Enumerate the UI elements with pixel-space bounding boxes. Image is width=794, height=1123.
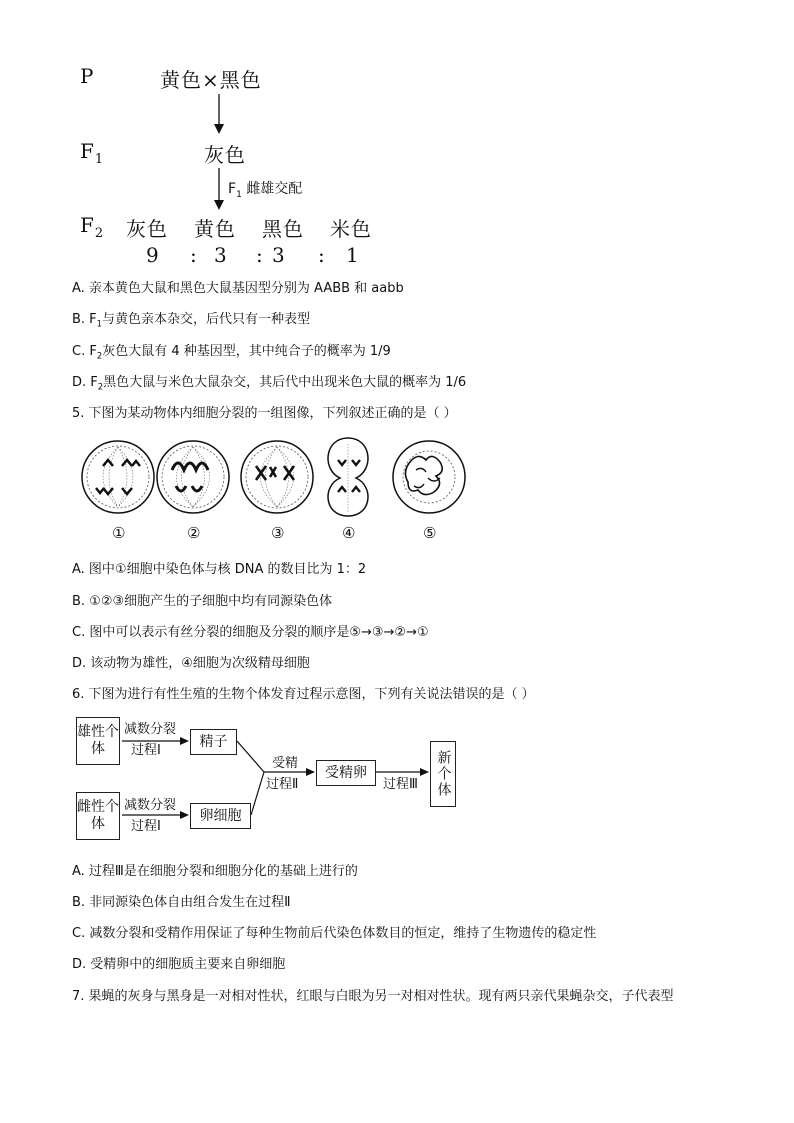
q6-stem: 6. 下图为进行有性生殖的生物个体发育过程示意图，下列有关说法错误的是（ ） — [72, 687, 535, 702]
egg-box: 卵细胞 — [190, 803, 251, 829]
cell-label-1: ① — [112, 524, 126, 542]
q5-option-a: A. 图中①细胞中染色体与核 DNA 的数目比为 1：2 — [72, 562, 367, 577]
ratio-separator: : — [190, 243, 198, 267]
process-1-label-top: 过程Ⅰ — [131, 743, 161, 758]
cell-label-3: ③ — [271, 524, 285, 542]
ratio-value: 1 — [346, 243, 360, 267]
cell-label-2: ② — [187, 524, 201, 542]
meiosis-label-bottom: 减数分裂 — [124, 798, 177, 813]
q4-option-b: B. $F_1$与黄色亲本杂交，后代只有一种表型 — [72, 312, 311, 329]
f2-phenotype: 黑色 — [262, 217, 304, 241]
q5-option-b: B. ①②③细胞产生的子细胞中均有同源染色体 — [72, 594, 333, 609]
q5-stem: 5. 下图为某动物体内细胞分裂的一组图像，下列叙述正确的是（ ） — [72, 406, 457, 421]
parent-cross: 黄色×黑色 — [160, 68, 262, 92]
f1-phenotype: 灰色 — [204, 143, 246, 167]
f1-mating-label: $F_1$ 雌雄交配 — [228, 181, 303, 200]
process-2-label: 过程Ⅱ — [266, 777, 299, 792]
q6-option-a: A. 过程Ⅲ是在细胞分裂和细胞分化的基础上进行的 — [72, 864, 358, 879]
ratio-value: 3 — [272, 243, 286, 267]
process-3-label: 过程Ⅲ — [383, 777, 418, 792]
f2-phenotype: 米色 — [330, 217, 372, 241]
f2-phenotype: 灰色 — [126, 217, 168, 241]
q6-option-c: C. 减数分裂和受精作用保证了每种生物前后代染色体数目的恒定，维持了生物遗传的稳定性 — [72, 926, 597, 941]
p-generation-label: P — [80, 64, 95, 88]
q5-option-d: D. 该动物为雄性，④细胞为次级精母细胞 — [72, 656, 310, 671]
ratio-value: 9 — [146, 243, 160, 267]
ratio-separator: : — [256, 243, 264, 267]
q6-option-b: B. 非同源染色体自由组合发生在过程Ⅱ — [72, 895, 291, 910]
q4-option-d: D. $F_2$黑色大鼠与米色大鼠杂交，其后代中出现米色大鼠的概率为 1/6 — [72, 375, 467, 392]
q7-stem: 7. 果蝇的灰身与黑身是一对相对性状，红眼与白眼为另一对相对性状。现有两只亲代果蝇杂交，子代表型 — [72, 989, 674, 1004]
q4-option-c: C. $F_2$灰色大鼠有 4 种基因型，其中纯合子的概率为 1/9 — [72, 344, 391, 361]
zygote-box: 受精卵 — [316, 760, 376, 786]
f2-phenotype: 黄色 — [194, 217, 236, 241]
cell-label-5: ⑤ — [423, 524, 437, 542]
q4-option-a: A. 亲本黄色大鼠和黑色大鼠基因型分别为 AABB 和 aabb — [72, 281, 404, 296]
cell-label-4: ④ — [342, 524, 356, 542]
meiosis-label-top: 减数分裂 — [124, 722, 177, 737]
female-individual-box: 雌性个体 — [76, 792, 120, 840]
q6-option-d: D. 受精卵中的细胞质主要来自卵细胞 — [72, 957, 286, 972]
male-individual-box: 雄性个体 — [76, 717, 120, 765]
f1-generation-label: $F_1$ — [80, 139, 105, 167]
new-individual-box: 新个体 — [430, 741, 456, 807]
process-1-label-bottom: 过程Ⅰ — [131, 819, 161, 834]
ratio-separator: : — [318, 243, 326, 267]
q5-option-c: C. 图中可以表示有丝分裂的细胞及分裂的顺序是⑤→③→②→① — [72, 625, 429, 640]
fertilization-label: 受精 — [272, 756, 299, 771]
ratio-value: 3 — [214, 243, 228, 267]
sperm-box: 精子 — [190, 729, 237, 755]
f2-generation-label: $F_2$ — [80, 213, 105, 241]
